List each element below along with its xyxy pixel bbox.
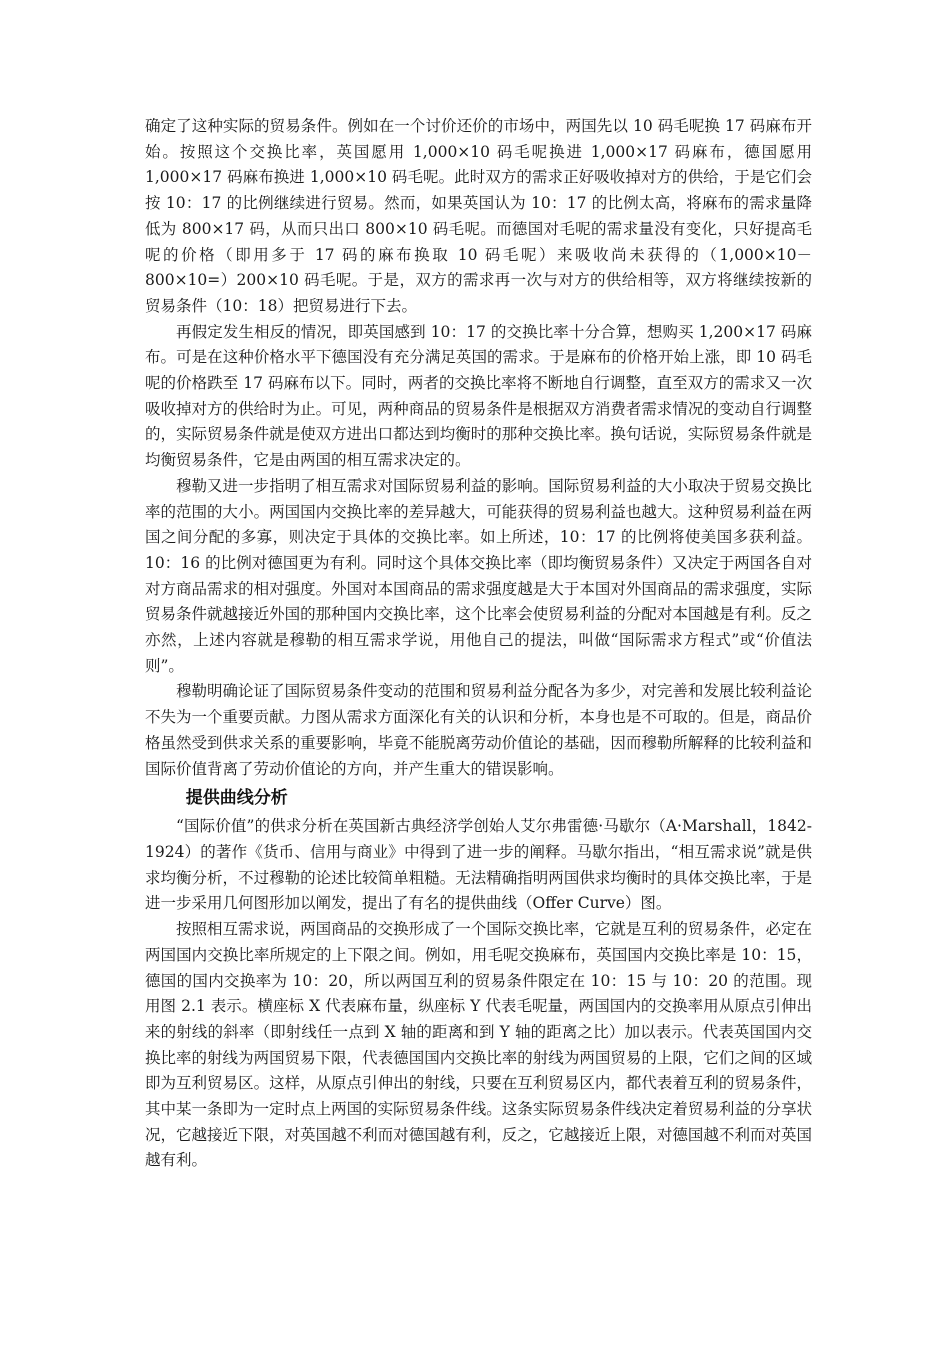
document-body xyxy=(145,114,812,1174)
paragraph-1: 确定了这种实际的贸易条件。例如在一个讨价还价的市场中，两国先以 10 码毛呢换 17 码麻布开始。按照这个交换比率，英国愿用 1,000×10 码毛呢换进 1,000×17 码麻布，德国愿用 1,000×17 码麻布换进 1,000×10 码毛呢。此时双方的需求正好吸收掉对方的供给，于是它们会按 10：17 的比例继续进行贸易。然而，如果英国认为 10：17 的比例太高，将麻布的需求量降低为 800×17 码，从而只出口 800×10 码毛呢。而德国对毛呢的需求量没有变化，只好提高毛呢的价格（即用多于 17 码的麻布换取 10 码毛呢）来吸收尚未获得的（1,000×10－800×10=）200×10 码毛呢。于是，双方的需求再一次与对方的供给相等，双方将继续按新的贸易条件（10：18）把贸易进行下去。 xyxy=(145,117,812,315)
paragraph-5: “国际价值”的供求分析在英国新古典经济学创始人艾尔弗雷德·马歇尔（A·Marshall，1842-1924）的著作《货币、信用与商业》中得到了进一步的阐释。马歇尔指出，“相互需求说”就是供求均衡分析，不过穆勒的论述比较简单粗糙。无法精确指明两国供求均衡时的具体交换比率，于是进一步采用几何图形加以阐发，提出了有名的提供曲线（Offer Curve）图。 xyxy=(145,817,812,913)
paragraph-3: 穆勒又进一步指明了相互需求对国际贸易利益的影响。国际贸易利益的大小取决于贸易交换比率的范围的大小。两国国内交换比率的差异越大，可能获得的贸易利益也越大。这种贸易利益在两国之间分配的多寡，则决定于具体的交换比率。如上所述，10：17 的比例将使美国多获利益。10：16 的比例对德国更为有利。同时这个具体交换比率（即均衡贸易条件）又决定于两国各自对对方商品需求的相对强度。外国对本国商品的需求强度越是大于本国对外国商品的需求强度，实际贸易条件就越接近外国的那种国内交换比率，这个比率会使贸易利益的分配对本国越是有利。反之亦然，上述内容就是穆勒的相互需求学说，用他自己的提法，叫做“国际需求方程式”或“价值法则”。 xyxy=(145,476,812,675)
section-heading: 提供曲线分析 xyxy=(185,788,288,809)
paragraph-4: 穆勒明确论证了国际贸易条件变动的范围和贸易利益分配各为多少，对完善和发展比较利益论不失为一个重要贡献。力图从需求方面深化有关的认识和分析，本身也是不可取的。但是，商品价格虽然受到供求关系的重要影响，毕竟不能脱离劳动价值论的基础，因而穆勒所解释的比较利益和国际价值背离了劳动价值论的方向，并产生重大的错误影响。 xyxy=(145,682,812,778)
paragraph-2: 再假定发生相反的情况，即英国感到 10：17 的交换比率十分合算，想购买 1,200×17 码麻布。可是在这种价格水平下德国没有充分满足英国的需求。于是麻布的价格开始上涨，即 10 码毛呢的价格跌至 17 码麻布以下。同时，两者的交换比率将不断地自行调整，直至双方的需求又一次吸收掉对方的供给时为止。可见，两种商品的贸易条件是根据双方消费者需求情况的变动自行调整的，实际贸易条件就是使双方进出口都达到均衡时的那种交换比率。换句话说，实际贸易条件就是均衡贸易条件，它是由两国的相互需求决定的。 xyxy=(145,322,812,470)
paragraph-6: 按照相互需求说，两国商品的交换形成了一个国际交换比率，它就是互利的贸易条件，必定在两国国内交换比率所规定的上下限之间。例如，用毛呢交换麻布，英国国内交换比率是 10：15，德国的国内交换率为 10：20，所以两国互利的贸易条件限定在 10：15 与 10：20 的范围。现用图 2.1 表示。横座标 X 代表麻布量，纵座标 Y 代表毛呢量，两国国内的交换率用从原点引伸出来的射线的斜率（即射线任一点到 X 轴的距离和到 Y 轴的距离之比）加以表示。代表英国国内交换比率的射线为两国贸易下限，代表德国国内交换比率的射线为两国贸易的上限，它们之间的区域即为互利贸易区。这样，从原点引伸出的射线，只要在互利贸易区内，都代表着互利的贸易条件，其中某一条即为一定时点上两国的实际贸易条件线。这条实际贸易条件线决定着贸易利益的分享状况，它越接近下限，对英国越不利而对德国越有利，反之，它越接近上限，对德国越不利而对英国越有利。 xyxy=(145,920,812,1170)
